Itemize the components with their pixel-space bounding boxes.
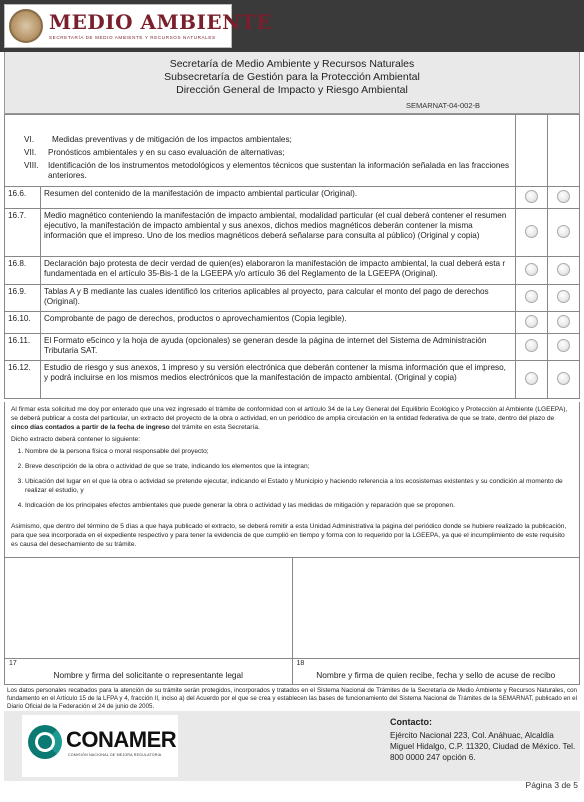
row-number: 16.8. — [5, 257, 41, 285]
list-item — [8, 135, 512, 145]
logo-subtitle: SECRETARÍA DE MEDIO AMBIENTE Y RECURSOS NATURALES — [49, 35, 216, 40]
table-row — [5, 187, 580, 209]
receiver-signature-box[interactable] — [293, 558, 580, 684]
notice-deadline: cinco días contados a partir de la fecha de ingreso — [11, 424, 170, 431]
contact-address: Ejército Nacional 223, Col. Anáhuac, Alcaldía Miguel Hidalgo, C.P. 11320, Ciudad de México. Tel. 800 0000 247 opción 6. — [390, 731, 576, 762]
field-number: 18 — [296, 660, 305, 667]
radio-yes[interactable] — [525, 190, 538, 203]
subsecretariat-title: Subsecretaría de Gestión para la Protección Ambiental — [164, 71, 420, 83]
row-text: Comprobante de pago de derechos, productos o aprovechamientos (Copia legible). — [41, 312, 516, 334]
list-item: 3. Ubicación del lugar en el que la obra o actividad se pretende ejecutar, indicando el Estado y Municipio y haciendo referencia a los ecosistemas existentes y su condición al momento de realizar el estudio, y — [25, 477, 573, 495]
national-seal-icon — [9, 9, 43, 43]
row-number: 16.6. — [5, 187, 41, 209]
receiver-signature-label: Nombre y firma de quien recibe, fecha y sello de acuse de recibo — [316, 670, 556, 680]
radio-yes[interactable] — [525, 315, 538, 328]
row-number: 16.11. — [5, 334, 41, 361]
form-code: SEMARNAT-04-002-B — [405, 101, 480, 110]
page-number: Página 3 de 5 — [525, 780, 578, 790]
radio-yes[interactable] — [525, 263, 538, 276]
table-row — [5, 334, 580, 361]
row-text: Estudio de riesgo y sus anexos, 1 impreso y su versión electrónica que deberán contener la misma información que el impreso, y podrá incluirse en los mismos medios electrónicos que la manifestación de impacto ambiental. (Original y copia) — [41, 361, 516, 399]
row-text: El Formato e5cinco y la hoja de ayuda (opcionales) se generan desde la página de internet del Sistema de Administración Tributaria SAT. — [41, 334, 516, 361]
list-item — [8, 161, 512, 181]
notice-text: del trámite en esta Secretaría. — [169, 424, 260, 431]
conamer-subtitle: COMISIÓN NACIONAL DE MEJORA REGULATORIA — [68, 753, 162, 757]
radio-yes[interactable] — [525, 372, 538, 385]
row-text: Tablas A y B mediante las cuales identificó los criterios aplicables al proyecto, para calcular el monto del pago de derechos (Original). — [41, 285, 516, 312]
semarnat-logo — [4, 4, 273, 48]
field-number: 17 — [9, 660, 17, 667]
notice-paragraph — [11, 405, 573, 432]
directorate-title: Dirección General de Impacto y Riesgo Ambiental — [176, 84, 408, 96]
item-text: Pronósticos ambientales y en su caso evaluación de alternativas; — [48, 148, 285, 157]
table-row — [5, 209, 580, 257]
row-text: Declaración bajo protesta de decir verdad de quien(es) elaboraron la manifestación de impacto ambiental, la cual deberá esta r fundamentada en el artículo 35-Bis-1 de la LGEEPA y/o artículo 36 del Reglamento de la LGEEPA (Original). — [41, 257, 516, 285]
contact-title: Contacto: — [390, 717, 432, 727]
row-text: Medio magnético conteniendo la manifestación de impacto ambiental, modalidad particular (el cual deberá contener el resumen ejecutivo, la manifestación de impacto ambiental y sus anexos, dichos medios magnéticos deberán contener la misma información que el impreso. Uno de los medios magnéticos deberá señalarse para consulta al público) (Original y copia) — [41, 209, 516, 257]
notice-intro: Dicho extracto deberá contener lo siguiente: — [11, 436, 141, 443]
table-row — [5, 312, 580, 334]
secretariat-title: Secretaría de Medio Ambiente y Recursos Naturales — [169, 58, 415, 70]
radio-no[interactable] — [557, 315, 570, 328]
row-number: 16.12. — [5, 361, 41, 399]
list-item: 2. Breve descripción de la obra o actividad de que se trate, indicando los elementos que la integran; — [25, 462, 573, 471]
applicant-signature-box[interactable] — [5, 558, 293, 684]
radio-yes[interactable] — [525, 339, 538, 352]
conamer-logo — [22, 715, 178, 777]
list-item: 1. Nombre de la persona física o moral responsable del proyecto; — [25, 447, 573, 456]
item-number: VIII. — [24, 161, 39, 170]
row-text: Resumen del contenido de la manifestación de impacto ambiental particular (Original). — [41, 187, 516, 209]
radio-yes[interactable] — [525, 225, 538, 238]
applicant-signature-label: Nombre y firma del solicitante o representante legal — [53, 670, 244, 680]
list-item: 4. Indicación de los principales efectos ambientales que puede generar la obra o actividad y las medidas de mitigación y reparación que se proponen. — [25, 501, 573, 510]
radio-no[interactable] — [557, 290, 570, 303]
notice-text: Al firmar esta solicitud me doy por enterado que una vez ingresado el trámite de conformidad con el artículo 34 de la Ley General del Equilibrio Ecológico y Protección al Ambiente (LGEEPA), se deberá publicar a costa del particular, un extracto del proyecto de la obra o actividad, en un periódico de amplia circulación en la entidad federativa de que se trate, dentro del plazo de — [11, 406, 568, 422]
table-row — [5, 285, 580, 312]
radio-no[interactable] — [557, 372, 570, 385]
signature-section — [4, 558, 580, 685]
radio-no[interactable] — [557, 339, 570, 352]
radio-no[interactable] — [557, 190, 570, 203]
item-number: VI. — [24, 135, 35, 144]
top-banner — [0, 0, 584, 52]
item-text: Medidas preventivas y de mitigación de los impactos ambientales; — [52, 135, 292, 144]
publication-notice — [4, 402, 580, 558]
conamer-name: CONAMER — [66, 727, 177, 752]
radio-yes[interactable] — [525, 290, 538, 303]
table-row — [5, 257, 580, 285]
logo-title: MEDIO AMBIENTE — [49, 10, 273, 34]
requirements-table — [4, 114, 580, 399]
notice-paragraph: Asimismo, que dentro del término de 5 días a que haya publicado el extracto, se deberá remitir a esta Unidad Administrativa la página del periódico donde se hubiere realizado la publicación, para que sea incorporada en el expediente respectivo y para tener la evidencia de que cumplió en tiempo y forma con lo requerido por la LGEEPA, ya que el incumplimiento de este requisito es causa del desechamiento de su trámite. — [11, 523, 567, 548]
row-number: 16.10. — [5, 312, 41, 334]
table-row — [5, 361, 580, 399]
item-text: Identificación de los instrumentos metodológicos y elementos técnicos que sustentan la información señalada en las fracciones anteriores. — [48, 161, 510, 180]
row-number: 16.9. — [5, 285, 41, 312]
radio-no[interactable] — [557, 225, 570, 238]
radio-no[interactable] — [557, 263, 570, 276]
table-row — [5, 115, 580, 187]
extract-contents-list — [25, 447, 573, 510]
row-number: 16.7. — [5, 209, 41, 257]
footer-panel — [4, 711, 580, 781]
contact-info — [390, 717, 576, 763]
privacy-notice: Los datos personales recabados para la atención de su trámite serán protegidos, incorporados y tratados en el Sistema Nacional de Trámites de la Secretaría de Medio Ambiente y Recursos Naturales, con fundamento en el Artículo 15 de la LFPA y 4, fracción II, inciso a) del Acuerdo por el que se crea y establecen las bases de funcionamiento del Sistema Nacional de Trámites de la SEMARNAT, publicado en el Diario Oficial de la Federación el 24 de junio de 2005. — [7, 687, 577, 710]
item-number: VII. — [24, 148, 37, 157]
list-item — [8, 148, 512, 158]
